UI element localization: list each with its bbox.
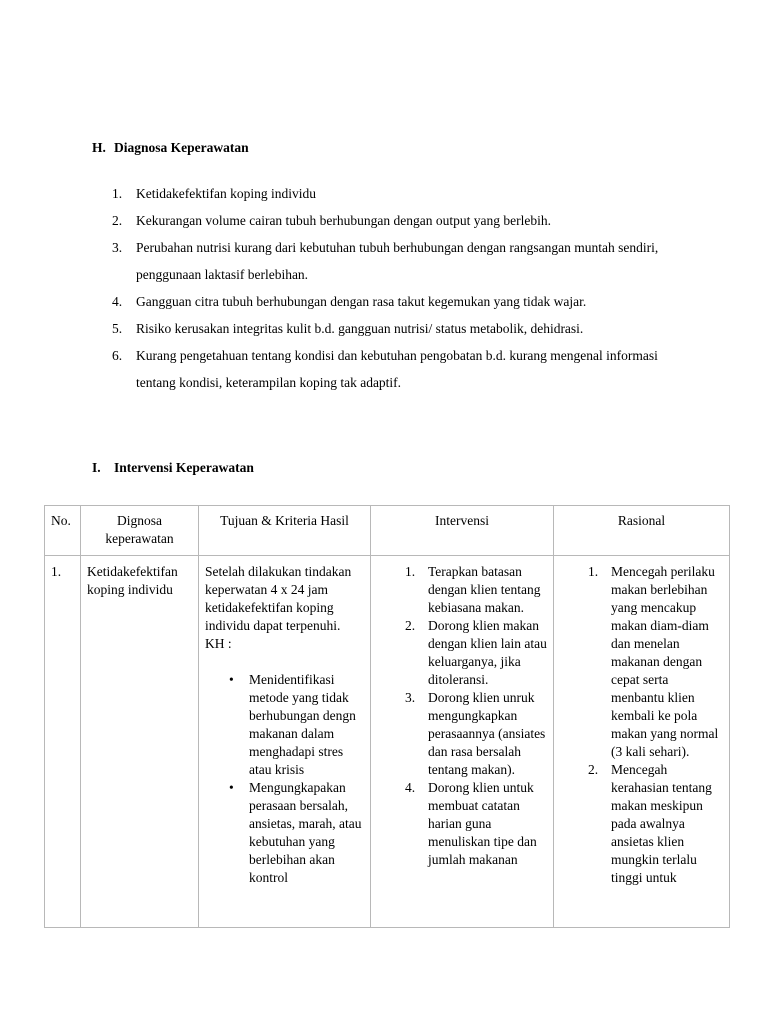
section-h-heading [92,140,249,156]
kh-list [205,671,364,887]
table-header-row [45,506,730,556]
cell-diagnosa: Ketidakefektifan koping individu [81,556,199,928]
intervensi-item [377,563,547,617]
diagnosis-item [112,234,672,288]
rasional-item-number: 2. [588,762,599,777]
diagnosis-item-number: 6. [112,348,123,363]
bullet-icon: • [229,780,234,795]
header-tujuan: Tujuan & Kriteria Hasil [199,506,371,556]
header-rasional: Rasional [554,506,730,556]
section-h-title: Diagnosa Keperawatan [114,140,249,155]
intervensi-item-text: Dorong klien untuk membuat catatan harian guna menuliskan tipe dan jumlah makanan [428,780,537,867]
diagnosis-item [112,315,672,342]
intervensi-list [377,563,547,869]
intervensi-item [377,689,547,779]
rasional-list [560,563,723,887]
diagnosis-item-text: Kekurangan volume cairan tubuh berhubungan dengan output yang berlebih. [136,213,551,228]
diagnosis-item-number: 1. [112,186,123,201]
section-h-number: H. [92,140,106,155]
kh-label: KH : [205,636,232,651]
intervensi-item-number: 4. [405,780,416,795]
rasional-item [560,761,723,887]
diagnosis-list [112,180,672,396]
cell-tujuan [199,556,371,928]
intervention-table [44,505,730,928]
bullet-icon: • [229,672,234,687]
diagnosis-item-number: 3. [112,240,123,255]
kh-item-text: Menidentifikasi metode yang tidak berhubungan dengn makanan dalam menghadapi stres atau krisis [249,672,356,777]
diagnosis-item [112,342,672,396]
rasional-item [560,563,723,761]
diagnosis-item-text: Perubahan nutrisi kurang dari kebutuhan tubuh berhubungan dengan rangsangan muntah sendiri, penggunaan laktasif berlebihan. [136,240,659,282]
diagnosis-item-text: Risiko kerusakan integritas kulit b.d. gangguan nutrisi/ status metabolik, dehidrasi. [136,321,584,336]
intervensi-item-number: 1. [405,564,416,579]
diagnosis-item-number: 2. [112,213,123,228]
cell-rasional [554,556,730,928]
diagnosis-item-number: 4. [112,294,123,309]
intervensi-item [377,617,547,689]
section-i-number: I. [92,460,101,475]
intervensi-item-number: 2. [405,618,416,633]
intervensi-item-text: Dorong klien makan dengan klien lain atau keluarganya, jika ditoleransi. [428,618,547,687]
kh-item [205,779,364,887]
diagnosis-item [112,288,672,315]
diagnosis-item-number: 5. [112,321,123,336]
diagnosis-item-text: Kurang pengetahuan tentang kondisi dan kebutuhan pengobatan b.d. kurang mengenal informasi tentang kondisi, keterampilan koping tak adaptif. [136,348,658,390]
diagnosis-item-text: Gangguan citra tubuh berhubungan dengan rasa takut kegemukan yang tidak wajar. [136,294,587,309]
diagnosis-item [112,207,672,234]
intervensi-item-number: 3. [405,690,416,705]
diagnosis-item [112,180,672,207]
diagnosis-item-text: Ketidakefektifan koping individu [136,186,316,201]
header-intervensi: Intervensi [371,506,554,556]
cell-no: 1. [45,556,81,928]
header-diagnosa: Dignosa keperawatan [81,506,199,556]
kh-item-text: Mengungkapakan perasaan bersalah, ansietas, marah, atau kebutuhan yang berlebihan akan kontrol [249,780,362,885]
section-i-heading [92,460,254,476]
goal-text: Setelah dilakukan tindakan keperwatan 4 x 24 jam ketidakefektifan koping individu dapat terpenuhi. [205,564,352,633]
section-i-title: Intervensi Keperawatan [114,460,254,475]
intervensi-item-text: Dorong klien unruk mengungkapkan perasaannya (ansiates dan rasa bersalah tentang makan). [428,690,546,777]
rasional-item-text: Mencegah kerahasian tentang makan meskipun pada awalnya ansietas klien mungkin terlalu tinggi untuk [611,762,712,885]
table-row [45,556,730,928]
intervensi-item [377,779,547,869]
rasional-item-number: 1. [588,564,599,579]
rasional-item-text: Mencegah perilaku makan berlebihan yang mencakup makan diam-diam dan menelan makanan dengan cepat serta menbantu klien kembali ke pola makan yang normal (3 kali sehari). [611,564,719,759]
cell-intervensi [371,556,554,928]
intervensi-item-text: Terapkan batasan dengan klien tentang kebiasana makan. [428,564,541,615]
header-no: No. [45,506,81,556]
kh-item [205,671,364,779]
